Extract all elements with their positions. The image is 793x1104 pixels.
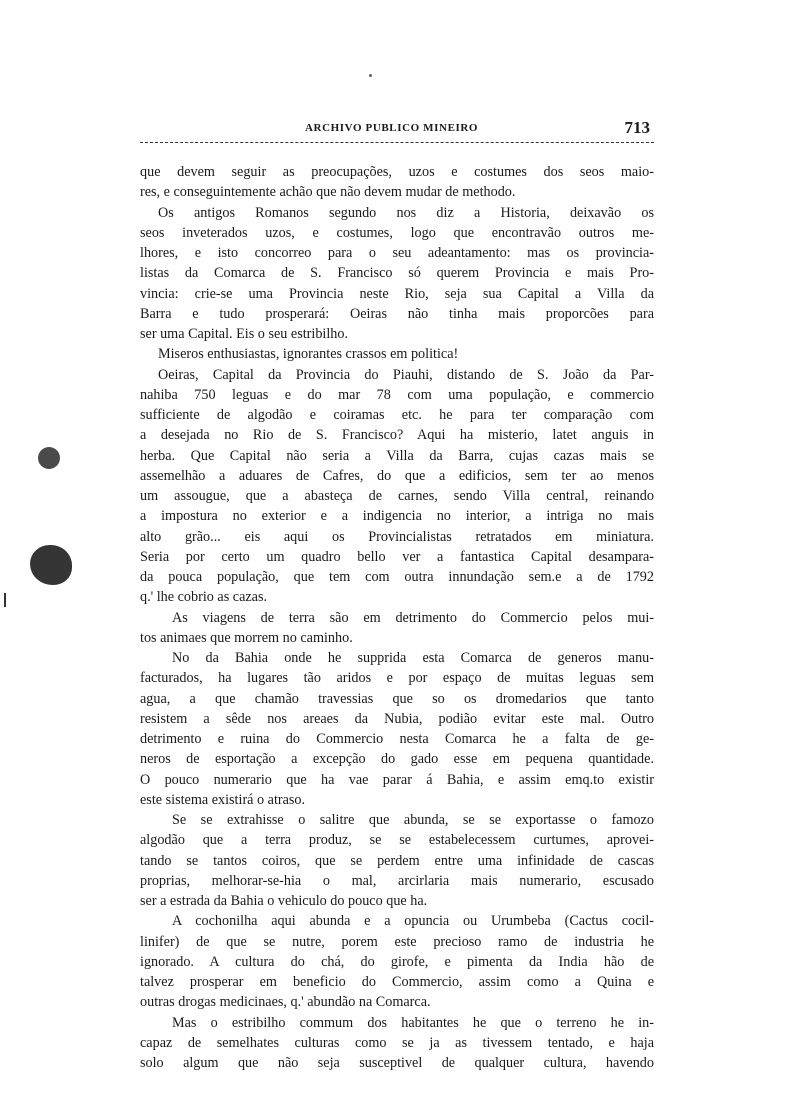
text-line: tos animaes que morrem no caminho. [140, 629, 353, 646]
ink-blot [30, 545, 72, 585]
text-line: res, e conseguintemente achão que não devem mudar de methodo. [140, 184, 516, 201]
text-line: ser uma Capital. Eis o seu estribilho. [140, 326, 349, 342]
text-line: que devem seguir as preocupações, uzos e costumes dos seos maio- [140, 164, 654, 180]
text-line: Oeiras, Capital da Provincia do Piauhi, distando de S. João da Par- [158, 366, 654, 383]
text-line: Os antigos Romanos segundo nos diz a Historia, deixavão os [158, 204, 654, 221]
body-text [140, 162, 654, 1073]
text-line: Mas o estribilho commum dos habitantes he que o terreno he in- [172, 1014, 654, 1031]
ink-blot [38, 447, 60, 469]
text-line: talvez prosperar em beneficio do Commercio, assim como a Quina e [140, 974, 654, 990]
text-line: a impostura no exterior e a indigencia no interior, a intriga no mais [140, 508, 654, 525]
text-line: assemelhão a aduares de Cafres, do que a edificios, sem ter ao menos [140, 467, 654, 484]
text-line: outras drogas medicinaes, q.' abundão na Comarca. [140, 994, 431, 1011]
text-line: q.' lhe cobrio as cazas. [140, 589, 268, 606]
text-line: herba. Que Capital não seria a Villa da Barra, cujas cazas mais se [140, 447, 654, 464]
page-header [140, 118, 654, 140]
text-line: da pouca população, que tem com outra innundação sem.e a de 1792 [140, 569, 654, 585]
text-line: A cochonilha aqui abunda e a opuncia ou Urumbeba (Cactus cocil- [172, 913, 654, 930]
text-line: a desejada no Rio de S. Francisco? Aqui ha misterio, latet anguis in [140, 427, 654, 444]
text-line: vincia: crie-se uma Provincia neste Rio, seja sua Capital a Villa da [140, 285, 654, 302]
text-line: lhores, e isto concorreo para o seu adeantamento: mas os provincia- [140, 245, 654, 261]
running-title: ARCHIVO PUBLICO MINEIRO [305, 122, 479, 134]
text-line: linifer) de que se nutre, porem este precioso ramo de industria he [140, 933, 654, 950]
text-line: neros de esportação a excepção do gado esse em pequena quantidade. [140, 751, 654, 768]
text-line: agua, a que chamão travessias que so os dromedarios que tanto [140, 690, 654, 707]
text-line: O pouco numerario que ha vae parar á Bahia, e assim emq.to existir [140, 771, 654, 788]
text-line: este sistema existirá o atraso. [140, 791, 306, 808]
text-line: capaz de semelhates culturas como se ja as tivessem tentado, e haja [140, 1034, 654, 1051]
text-line: listas da Comarca de S. Francisco só querem Provincia e mais Pro- [140, 265, 654, 282]
paper-speck [369, 74, 372, 77]
text-line: Barra e tudo prosperará: Oeiras não tinha mais proporcões para [140, 305, 654, 322]
text-line: ser a estrada da Bahia o vehiculo do pouco que ha. [140, 893, 428, 909]
text-line: As viagens de terra são em detrimento do Commercio pelos mui- [172, 609, 654, 626]
text-line: facturados, ha lugares tão aridos e por espaço de muitas leguas sem [140, 670, 654, 687]
text-line: Seria por certo um quadro bello ver a fantastica Capital desampara- [140, 548, 654, 565]
text-line: Se se extrahisse o salitre que abunda, se se exportasse o famozo [172, 812, 654, 828]
header-rule [140, 142, 654, 143]
text-line: solo algum que não seja susceptivel de qualquer cultura, havendo [140, 1055, 654, 1071]
text-line: alto grão... eis aqui os Provincialistas retratados em miniatura. [140, 528, 654, 545]
text-line: seos inveterados uzos, e costumes, logo que encontravão outros me- [140, 224, 654, 241]
text-line: tando se tantos coiros, que se perdem entre uma infinidade de cascas [140, 852, 654, 869]
text-line: proprias, melhorar-se-hia o mal, arcirlaria mais numerario, escusado [140, 872, 654, 889]
text-line: No da Bahia onde he supprida esta Comarca de generos manu- [172, 650, 654, 666]
text-line: sufficiente de algodão e coiramas etc. he para ter comparação com [140, 407, 654, 423]
text-line: resistem a sêde nos areaes da Nubia, podião evitar este mal. Outro [140, 710, 654, 727]
text-line: um assougue, que a abasteça de carnes, sendo Villa central, reinando [140, 488, 654, 504]
text-line: ignorado. A cultura do chá, do girofe, e pimenta da India hão de [140, 953, 654, 970]
text-line: detrimento e ruina do Commercio nesta Comarca he a falta de ge- [140, 731, 654, 747]
margin-mark [4, 593, 6, 607]
text-line: Miseros enthusiastas, ignorantes crassos em politica! [158, 346, 459, 363]
text-line: nahiba 750 leguas e do mar 78 com uma população, e commercio [140, 386, 654, 403]
text-line: algodão que a terra produz, se se estabelecessem curtumes, aprovei- [140, 832, 654, 849]
page-number: 713 [624, 118, 650, 137]
